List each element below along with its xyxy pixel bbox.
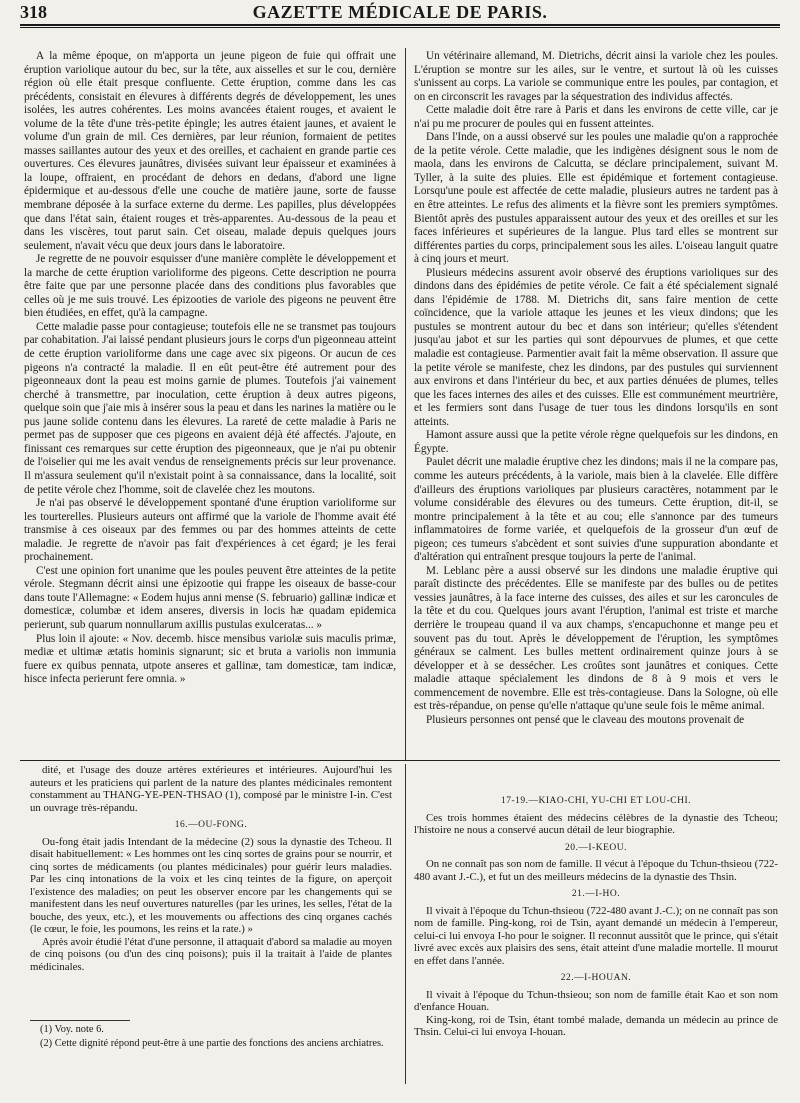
footnote-rule xyxy=(30,1020,130,1021)
paragraph: Un vétérinaire allemand, M. Dietrichs, décrit ainsi la variole chez les poules. L'éruption se montre sur les ailes, sur le ventre, et surtout là où les cuisses s'unissent au corps. La variole se communique entre les poules, par contagion, et on en circonscrit les ravages par la séquestration des individus affectés. xyxy=(414,50,778,103)
paragraph: Après avoir étudié l'état d'une personne, il attaquait d'abord sa maladie au moyen de cinq poisons (ou d'un des cinq poisons); puis il la traitait à l'aide de plantes médicinales. xyxy=(30,935,392,973)
paragraph: Cette maladie doit être rare à Paris et dans les environs de cette ville, car je n'ai pu me procurer de poules qui en fussent atteintes. xyxy=(414,104,778,130)
paragraph: Il vivait à l'époque du Tchun-thsieou; son nom de famille était Kao et son nom d'enfance Houan. xyxy=(414,988,778,1013)
paragraph: Plusieurs personnes ont pensé que le claveau des moutons provenait de xyxy=(426,713,745,726)
paragraph: Cette maladie passe pour contagieuse; toutefois elle ne se transmet pas toujours par cohabitation. J'ai laissé pendant plusieurs jours le corps d'un pigeonneau atteint de cette éruption varioliforme dans une cage avec six pigeons. Or aucun de ces pigeons n'a contracté la maladie. Il en eût peut-être été autrement pour des pigeonneaux dont la peau est moins garnie de plumes. Toutefois j'ai vainement cherché à transmettre, par inoculation, cette éruption à deux autres pigeons, quelque soin que j'aie mis à insérer sous la peau et dans les narines la matière ou le pus jaune solide contenu dans les élevures. La rareté de cette maladie à Paris ne permet pas de supposer que ces pigeons en avaient déjà été affectés. J'ajoute, en finissant ces remarques sur cette éruption des pigeonneaux, que je n'ai pu obtenir de l'oiselier qui me les avait vendus de renseignements précis sur leur provenance. Il m'assura seulement qu'il n'existait point à sa connaissance, dans la localité, soit de petite vérole chez l'homme, soit de clavelée chez les moutons. xyxy=(24,320,396,496)
paragraph: Dans l'Inde, on a aussi observé sur les poules une maladie qu'on a rapprochée de la petite vérole. Cette maladie, que les indigènes désignent sous le nom de maola, dans les environs de Calcutta, se déclare principalement, suivant M. Tyller, à la suite des pluies. Elle est épidémique et fortement contagieuse. Lorsqu'une poule est affectée de cette maladie, plusieurs autres ne tardent pas à en être atteintes. Le refus des aliments et la fièvre sont les premiers symptômes. Bientôt après des pustules apparaissent autour des yeux et des oreilles et sur les faces inférieures et supérieures de la langue. Plus tard elles se montrent sur différentes parties du corps, principalement sous les ailes. L'oiseau languit quatre à cinq jours et meurt. xyxy=(414,131,778,266)
paragraph: Je regrette de ne pouvoir esquisser d'une manière complète le développement et la marche de cette éruption varioliforme des pigeons. Cette description ne pourra être faite que par une personne placée dans des conditions plus favorables que celles où je me suis trouvé. Les épizooties de variole des pigeons ne peuvent être bien étudiées, en effet, qu'à la campagne. xyxy=(24,253,396,320)
paragraph: Plusieurs médecins assurent avoir observé des éruptions varioliques sur des dindons dans des épidémies de petite vérole. Ce fait a été spécialement signalé dans l'épidémie de 1788. M. Dietrichs dit, sans faire mention de cette coïncidence, que la variole attaque les jeunes et les vieux dindons; que les pustules se montrent autour du bec et dans son intérieur; qu'elles s'étendent jusqu'au jabot et sur les parties qui sont dépourvues de plumes, et que cette maladie est contagieuse. Parmentier avait fait la même observation. Il assure que la petite vérole se manifeste, chez les dindons, par des pustules qui surviennent aux environs et dans l'intérieur du bec, et aux parties dénuées de plumes, telles que les faces internes des ailes et des cuisses. Elle est communément meurtrière, et les fermiers sont dans l'usage de tuer tous les dindons lorsqu'ils en sont atteints. xyxy=(414,266,778,428)
column-divider xyxy=(405,48,406,760)
column-divider-bottom xyxy=(405,764,406,1084)
paragraph: Je n'ai pas observé le développement spontané d'une éruption varioliforme sur les tourterelles. Plusieurs auteurs ont affirmé que la variole de l'homme avait été transmise à ces oiseaux par des femmes ou par des hommes atteints de cette maladie. Je regrette de n'avoir pas fait d'expériences à cet égard; je les ferai prochainement. xyxy=(24,497,396,564)
paragraph: Il vivait à l'époque du Tchun-thsieou (722-480 avant J.-C.); on ne connaît pas son nom de famille. Ping-kong, roi de Tsin, ayant demandé un médecin à l'empereur, celui-ci lui envoya I-ho pour le soigner. Il reconnut aussitôt que le prince, qui s'était livré avec excès aux plaisirs des sens, était atteint d'une maladie mortelle. Il mourut en effet dans l'année. xyxy=(414,904,778,967)
page-title: GAZETTE MÉDICALE DE PARIS. xyxy=(252,2,548,22)
header-rule xyxy=(20,24,780,26)
paragraph: M. Leblanc père a aussi observé sur les dindons une maladie éruptive qui paraît distincte des précédentes. Elle se manifeste par des bulles ou de petites vessies jaunâtres, à la face interne des cuisses, des ailes et sur les caroncules de la tête et du cou. Quelques jours avant l'éruption, l'animal est triste et marche derrière le troupeau quand il va aux champs, s'encapuchonne et mange peu et souvent pas du tout. Après le développement de l'éruption, les symptômes généraux se calment. Les bulles mettent ordinairement quinze jours à se développer et à se dessécher. Les croûtes sont jaunâtres et coniques. Cette maladie attaque spécialement les dindons de 8 à 9 mois et vers le commencement de novembre. Elle est très-contagieuse. Dans la Sologne, où elle est très-répandue, on pense qu'elle n'attaque qu'une seule fois le même animal. xyxy=(414,564,778,713)
page-header xyxy=(20,2,780,22)
paragraph: King-kong, roi de Tsin, étant tombé malade, demanda un médecin au prince de Thsin. Celui-ci lui envoya I-houan. xyxy=(414,1013,778,1038)
page-number: 318 xyxy=(20,2,47,22)
section-heading: 17-19.—KIAO-CHI, YU-CHI ET LOU-CHI. xyxy=(500,796,692,806)
section-heading: 22.—I-HOUAN. xyxy=(560,973,632,983)
top-left-column xyxy=(24,50,396,758)
paragraph: Paulet décrit une maladie éruptive chez les dindons; mais il ne la compare pas, comme les auteurs précédents, à la variole, mais bien à la clavelée. Elle diffère d'ailleurs des éruptions varioliques par plusieurs caractères, notamment par le volume considérable des élevures ou des tumeurs. Cette éruption, dit-il, se montre principalement à la tête et au cou; elle s'annonce par des tumeurs inflammatoires de forme variée, et quelquefois de la grosseur d'un œuf de pigeon; ces tumeurs s'abcèdent et sont suivies d'une suppuration abondante et d'altération qui entraînent presque toujours la perte de l'animal. xyxy=(414,456,778,564)
footnote-2: (2) Cette dignité répond peut-être à une partie des fonctions des anciens archiatres. xyxy=(40,1038,384,1049)
paragraph: Ou-fong était jadis Intendant de la médecine (2) sous la dynastie des Tcheou. Il disait habituellement: « Les hommes ont les cinq sortes de grains pour se nourrir, et cinq sortes de médicaments (ou plantes médicinales) pour guérir leurs maladies. Par les cinq intonations de la voix et les cinq teintes de la figure, on aperçoit l'existence des maladies; on peut les observer encore par les changements qui se manifestent dans les neuf ouvertures naturelles (par les urines, les selles, l'état de la bouche, des yeux, etc.), et les mouvements ou affections des cinq organes cachés (le cœur, le foie, les poumons, les reins et la rate.) » xyxy=(30,835,392,935)
paragraph: Plus loin il ajoute: « Nov. decemb. hisce mensibus variolæ suis maculis primæ, mediæ et ultimæ ætatis hominis signarunt; sic et bruta a variolis non immunia fuere ex quibus pennata, utpote anseres et gallinæ, tam domesticæ, tam indicæ, hisce infecta perierunt fere omnia. » xyxy=(24,632,396,686)
header-rule-thin xyxy=(20,27,780,28)
paragraph: Hamont assure aussi que la petite vérole règne quelquefois sur les dindons, en Égypte. xyxy=(414,429,778,455)
paragraph: Ces trois hommes étaient des médecins célèbres de la dynastie des Tcheou; l'histoire ne nous a conservé aucun détail de leur biographie. xyxy=(414,811,778,836)
section-heading: 21.—I-HO. xyxy=(571,889,621,899)
section-heading: 16.—OU-FONG. xyxy=(174,820,248,830)
bottom-left-column xyxy=(30,764,392,1006)
top-right-column xyxy=(414,50,778,758)
paragraph: C'est une opinion fort unanime que les poules peuvent être atteintes de la petite vérole. Stegmann décrit ainsi une épizootie qui frappe les oiseaux de basse-cour dans toute l'Allemagne: « Eodem hujus anni mense (S. februario) gallinæ indicæ et domesticæ, columbæ et idem anseres, diversis in locis hæ quadam epidemica perierunt, sub quarum nonnullarum axillis pustulas exulceratas... » xyxy=(24,564,396,631)
section-heading: 20.—I-KEOU. xyxy=(565,842,627,853)
bottom-right-column xyxy=(414,790,778,1090)
paragraph: A la même époque, on m'apporta un jeune pigeon de fuie qui offrait une éruption variolique autour du bec, sur la tête, aux aisselles et sur le cou, dernière région où elle était presque confluente. Cette éruption, comme dans les cas précédents, consistait en élevures à différents degrés de développement, les unes isolées, les autres cohérentes. Les moins avancées étaient rouges, et avaient le volume de la tête d'une très-petite épingle; les autres étaient jaunes, et avaient le volume d'un grain de mil. Ces dernières, par leur réunion, formaient de petites masses saillantes autour des yeux et des oreilles, et cachaient en grande partie ces ouvertures. Ces élevures jaunâtres, divisées suivant leur épaisseur et examinées à la loupe, offraient, en procédant de dehors en dedans, d'abord une ligne épidermique et au-dessous d'elle une couche de matière jaune, sorte de fausse membrane déposée à la surface externe du derme. Les papilles, plus développées que dans l'état sain, étaient rouges et très-apparentes. Au-dessous de la peau et dans les viscères, tout parut sain. Cet oiseau, malade depuis quelques jours seulement, n'avait vécu que deux jours dans le laboratoire. xyxy=(24,50,396,252)
paragraph: dité, et l'usage des douze artères extérieures et intérieures. Aujourd'hui les auteurs et les praticiens qui parlent de la nature des plantes médicinales remontent constamment au THANG-YE-PEN-THSAO (1), composé par le ministre I-in. C'est un ouvrage très-répandu. xyxy=(30,764,392,814)
paragraph: On ne connaît pas son nom de famille. Il vécut à l'époque du Tchun-thsieou (722-480 avant J.-C.), et fut un des meilleurs médecins de la dynastie des Thsin. xyxy=(414,858,778,883)
section-rule xyxy=(20,760,780,761)
footnote-1: (1) Voy. note 6. xyxy=(40,1024,104,1035)
